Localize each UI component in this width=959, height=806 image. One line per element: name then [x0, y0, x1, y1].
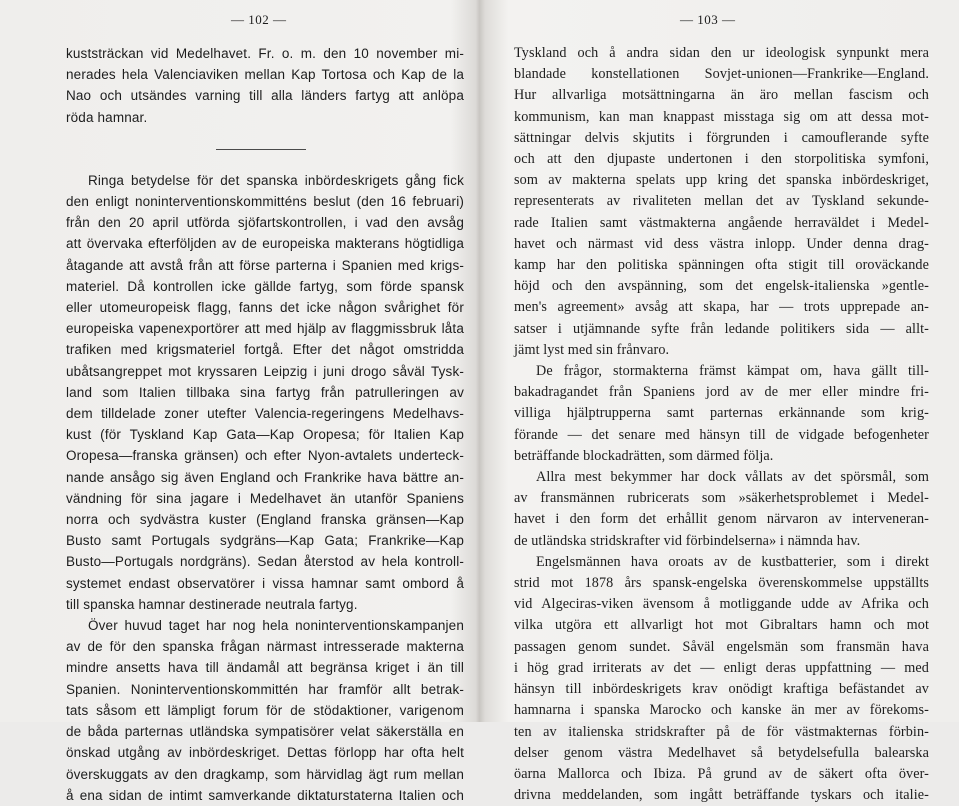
text-line: Nao och utsändes varning till alla länders fartyg att anlöpa: [66, 88, 464, 104]
text-line: tats såsom ett lämpligt forum för de stödaktioner, varigenom: [66, 702, 464, 718]
text-line: vändning för sina jagare i Medelhavet än utanför Spaniens: [66, 490, 464, 506]
page-number-left: — 102 —: [231, 12, 287, 27]
text-line: av de för den spanska frågan närmast intresserade makterna: [66, 639, 464, 655]
text-line: mindre ansetts hava till ändamål att begränsa kriget i än till: [66, 660, 464, 676]
section-divider: [216, 149, 306, 150]
left-page-text: [66, 43, 464, 806]
text-line: beträffande blockadrätten, som därmed följa.: [514, 447, 774, 464]
text-line: kommunism, kan man knappast misstaga sig om att dessa mot-: [514, 108, 929, 125]
text-line: Spanien. Noninterventionskommittén har framför allt betrak-: [66, 681, 464, 697]
text-line: materiel. Då kontrollen icke gällde fartyg, som förde spansk: [66, 278, 464, 294]
text-line: land som Italien tillbaka sina fartyg från patrulleringen av: [66, 384, 464, 400]
text-line: drivna meddelanden, som ingått beträffande tyskars och italie-: [514, 787, 929, 804]
text-line: Busto—Portugals nordgräns). Sedan återstod av hela kontroll-: [66, 554, 464, 570]
text-line: överskuggats av den dragkamp, som härvidlag ägt rum mellan: [66, 766, 464, 782]
text-line: den enligt noninterventionskommitténs beslut (den 16 februari): [66, 194, 464, 210]
text-line: att övervaka efterföljden av de europeiska makterans högtidliga: [66, 236, 464, 252]
text-line: önskad utgång av inbördeskriget. Dettas förlopp har ofta helt: [66, 745, 464, 761]
page-number-right: — 103 —: [680, 12, 736, 27]
text-line: som av makterna spelats upp kring det spanska inbördeskriget,: [514, 172, 929, 189]
text-line: ten av italienska stridskrafter på de för västmakternas förbin-: [514, 723, 929, 740]
text-line: satser i utjämnande syfte från ledande politikers sida — allt-: [514, 320, 929, 337]
text-line: de utländska stridskrafter vid förbindelserna» i nämnda hav.: [514, 532, 861, 549]
text-line: villiga hjälptrupperna samt parternas erkännande som krig-: [514, 405, 929, 422]
text-line: och att den djupaste undertonen i den storpolitiska symfoni,: [514, 151, 929, 168]
text-line: sättningar delvis skjutits i förgrunden i camouflerande syfte: [514, 129, 929, 146]
text-line: av fransmännen rubricerats som »säkerhetsproblemet i Medel-: [514, 490, 929, 507]
text-line: Oropesa—franska gränsen) och efter Nyon-avtalets underteck-: [66, 448, 464, 464]
left-page: [0, 0, 479, 803]
text-line: Allra mest bekymmer har dock vållats av det spörsmål, som: [536, 469, 929, 486]
text-line: vid Algeciras-viken ävensom å motliggande udde av Afrika och: [514, 596, 929, 613]
text-line: höjd och den avspänning, som det engelsk-italienska »gentle-: [514, 278, 929, 295]
text-line: passagen genom sundet. Såväl engelsmän som fransmän hava: [514, 638, 929, 655]
text-line: nande ansågo sig även England och Frankrike hava bättre an-: [66, 469, 464, 485]
text-line: jämt lyst med sin frånvaro.: [514, 341, 670, 358]
text-line: nerades hela Valenciaviken mellan Kap Tortosa och Kap de la: [66, 67, 464, 83]
text-line: från den 20 april utförda sjöfartskontrollen, i vad den avsåg: [66, 215, 464, 231]
text-line: men's agreement» avsåg att skapa, har — trots upprepade an-: [514, 299, 929, 316]
text-line: trafiken med krigsmateriel fortgå. Efter det något omstridda: [66, 342, 464, 358]
text-line: öarna Mallorca och Ibiza. På grund av de säkert ofta över-: [514, 765, 929, 782]
text-line: ubåtsangreppet mot kryssaren Leipzig i juni drogo såväl Tysk-: [66, 363, 464, 379]
text-line: vilka utgöra ett allvarligt hot mot Gibraltars hamn och mot: [514, 617, 929, 634]
text-line: representerats av rivaliteten mellan det av Tyskland sekunde-: [514, 193, 929, 210]
text-line: Ringa betydelse för det spanska inbördeskrigets gång fick: [88, 172, 464, 188]
text-line: havet i den form det erhållit genom närvaron av interveneran-: [514, 511, 929, 528]
text-line: europeiska vapenexportörer att med hjälp av flaggmissbruk låta: [66, 321, 464, 337]
text-line: Över huvud taget har nog hela noninterventionskampanjen: [88, 618, 464, 634]
text-line: norra och sydvästra kuster (England franska gränsen—Kap: [66, 512, 464, 528]
text-line: till spanska hamnar destinerade neutrala fartyg.: [66, 596, 358, 612]
text-line: Hur allvarliga motsättningarna än äro mellan fascism och: [514, 87, 929, 104]
text-line: bakadragandet från Spaniens jord av de mer eller mindre fri-: [514, 384, 929, 401]
text-line: havet och närmast vid dess västra inlopp. Under denna drag-: [514, 235, 929, 252]
text-line: röda hamnar.: [66, 109, 148, 125]
text-line: Busto samt Portugals sydgräns—Kap Gata; Frankrike—Kap: [66, 533, 464, 549]
text-line: Engelsmännen hava oroats av de kustbatterier, som i direkt: [536, 553, 929, 570]
text-line: i hög grad irriterats av det — enligt deras uppfattning — med: [514, 659, 929, 676]
text-line: hänsyn till inbördeskrigets krav onödigt kraftiga befästandet av: [514, 681, 929, 698]
text-line: systemet endast observatörer i vissa hamnar samt ombord å: [66, 575, 464, 591]
right-page-text: [514, 43, 929, 806]
text-line: dem tilldelade zoner utefter Valencia-regeringens Medelhavs-: [66, 406, 464, 422]
text-line: delser genom västra Medelhavet så betydelsefulla balearska: [514, 744, 929, 761]
text-line: De frågor, stormakterna främst kämpat om, hava gällt till-: [536, 363, 929, 380]
text-line: kamp har den politiska spänningen ofta stigit till oroväckande: [514, 257, 929, 274]
text-line: hamnarna i spanska Marocko och kanske än mer av förekoms-: [514, 702, 929, 719]
text-line: rade Italien samt västmakterna angående herraväldet i Medel-: [514, 214, 929, 231]
text-line: kuststräckan vid Medelhavet. Fr. o. m. den 10 november mi-: [66, 46, 464, 61]
text-line: eller utomeuropeisk flagg, fanns det icke någon svårighet för: [66, 300, 464, 316]
text-line: åtagande att avstå från att förse parterna i Spanien med krigs-: [66, 257, 464, 273]
text-line: blandade konstellationen Sovjet-unionen—Frankrike—England.: [514, 66, 929, 83]
text-line: de båda parternas utländska sympatisörer velat säkerställa en: [66, 724, 464, 740]
text-line: strid mot 1878 års spansk-engelska överenskommelse uppställts: [514, 575, 929, 592]
right-page: [480, 0, 959, 804]
text-line: förande — det senare med hänsyn till de vidgade befogenheter: [514, 426, 929, 443]
text-line: kust (för Tyskland Kap Gata—Kap Oropesa; för Italien Kap: [66, 427, 464, 443]
text-line: Tyskland och å andra sidan den ur ideologisk synpunkt mera: [514, 45, 929, 61]
text-line: å ena sidan de intimt samverkande diktaturstaterna Italien och: [66, 787, 464, 803]
